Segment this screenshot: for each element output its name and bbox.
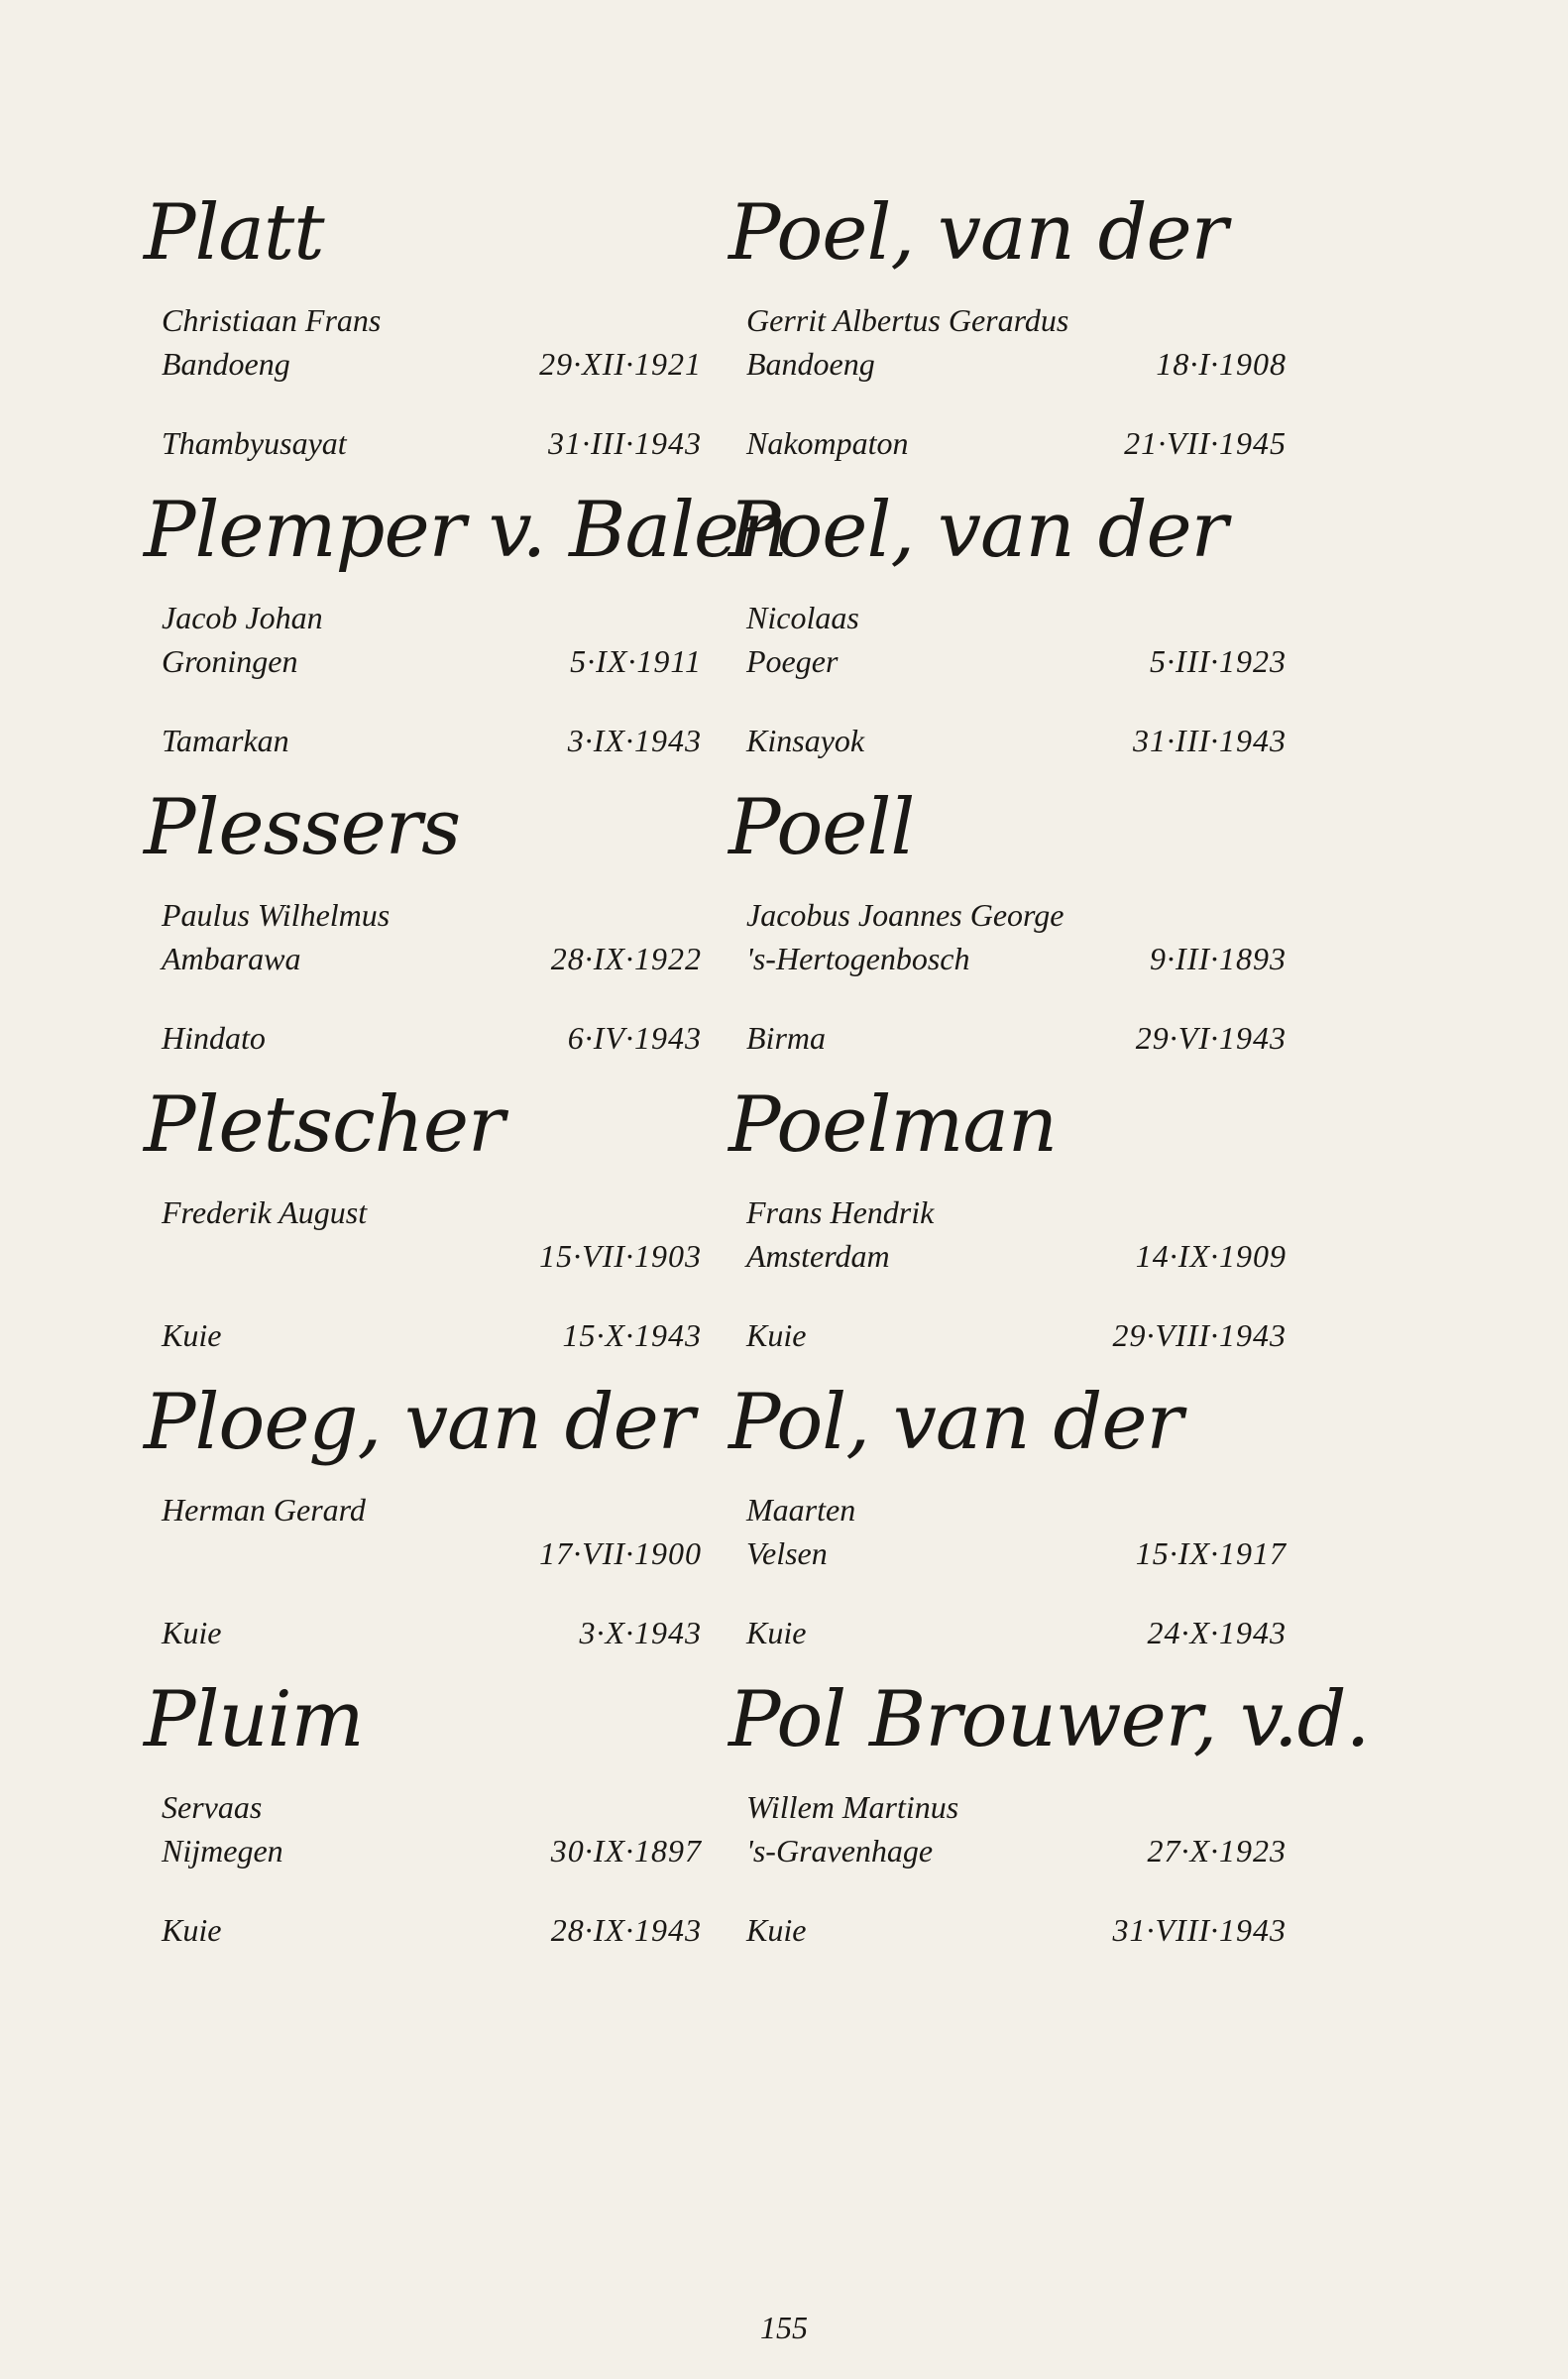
birth-place: Bandoeng xyxy=(746,346,875,382)
given-names-text: Gerrit Albertus Gerardus xyxy=(746,302,1069,338)
given-names-text: Servaas xyxy=(162,1789,263,1825)
given-names-text: Herman Gerard xyxy=(162,1492,366,1528)
right-column xyxy=(728,183,1370,1968)
death-line xyxy=(746,1910,1287,1950)
death-line xyxy=(746,423,1287,463)
birth-date: 28·IX·1922 xyxy=(550,941,702,976)
death-date: 3·X·1943 xyxy=(579,1615,702,1650)
birth-place: Poeger xyxy=(746,643,839,679)
birth-place: 's-Hertogenbosch xyxy=(746,941,970,976)
birth-line xyxy=(746,1533,1287,1573)
death-line xyxy=(162,1613,702,1652)
given-names-text: Christiaan Frans xyxy=(162,302,382,338)
given-names xyxy=(746,598,1287,637)
birth-line xyxy=(162,641,702,681)
entry-ploeg-van-der xyxy=(144,1373,738,1670)
surname: Poelman xyxy=(728,1080,1058,1170)
death-date: 31·VIII·1943 xyxy=(1112,1912,1287,1948)
given-names-text: Jacob Johan xyxy=(162,600,323,635)
given-names-text: Nicolaas xyxy=(746,600,859,635)
death-place: Hindato xyxy=(162,1020,266,1056)
death-date: 15·X·1943 xyxy=(562,1317,702,1353)
birth-line xyxy=(746,641,1287,681)
entry-poel-van-der-gerrit xyxy=(728,183,1323,481)
death-line xyxy=(162,1018,702,1058)
surname: Pol, van der xyxy=(728,1378,1182,1467)
death-place: Kuie xyxy=(162,1615,222,1650)
entry-poel-van-der-nicolaas xyxy=(728,481,1323,778)
given-names-text: Willem Martinus xyxy=(746,1789,959,1825)
death-place: Thambyusayat xyxy=(162,425,347,461)
entry-plemper-v-balen xyxy=(144,481,788,778)
entry-pol-van-der xyxy=(728,1373,1323,1670)
surname: Pletscher xyxy=(144,1080,504,1170)
death-line xyxy=(746,721,1287,760)
given-names xyxy=(162,1490,702,1529)
surname: Ploeg, van der xyxy=(144,1378,695,1467)
death-line xyxy=(162,721,702,760)
death-date: 29·VIII·1943 xyxy=(1112,1317,1287,1353)
death-place: Kuie xyxy=(162,1912,222,1948)
death-date: 24·X·1943 xyxy=(1147,1615,1287,1650)
death-date: 21·VII·1945 xyxy=(1124,425,1287,461)
birth-line xyxy=(746,1831,1287,1870)
death-place: Kinsayok xyxy=(746,723,865,758)
given-names-text: Jacobus Joannes George xyxy=(746,897,1064,933)
given-names-text: Paulus Wilhelmus xyxy=(162,897,391,933)
given-names xyxy=(162,300,702,340)
death-date: 3·IX·1943 xyxy=(567,723,702,758)
surname: Poell xyxy=(728,783,915,872)
given-names xyxy=(746,1787,1287,1827)
page-number: 155 xyxy=(760,2310,808,2345)
birth-line xyxy=(746,344,1287,384)
death-date: 29·VI·1943 xyxy=(1135,1020,1287,1056)
surname: Plemper v. Balen xyxy=(144,486,788,575)
given-names-text: Maarten xyxy=(746,1492,856,1528)
birth-place: 's-Gravenhage xyxy=(746,1833,934,1869)
death-date: 31·III·1943 xyxy=(1133,723,1287,758)
death-place: Kuie xyxy=(162,1317,222,1353)
surname: Plessers xyxy=(144,783,461,872)
death-line xyxy=(162,423,702,463)
entry-poell xyxy=(728,778,1323,1076)
death-line xyxy=(746,1315,1287,1355)
birth-place: Nijmegen xyxy=(162,1833,283,1869)
death-line xyxy=(162,1315,702,1355)
birth-date: 15·VII·1903 xyxy=(539,1238,702,1274)
birth-place: Groningen xyxy=(162,643,298,679)
birth-place: Bandoeng xyxy=(162,346,290,382)
surname: Pluim xyxy=(144,1675,364,1764)
given-names xyxy=(746,1490,1287,1529)
birth-date: 27·X·1923 xyxy=(1147,1833,1287,1869)
birth-date: 5·III·1923 xyxy=(1150,643,1287,679)
entry-plessers xyxy=(144,778,738,1076)
birth-place: Velsen xyxy=(746,1535,828,1571)
death-place: Tamarkan xyxy=(162,723,289,758)
death-line xyxy=(746,1613,1287,1652)
given-names xyxy=(162,1192,702,1232)
given-names xyxy=(162,895,702,935)
death-line xyxy=(162,1910,702,1950)
entry-pol-brouwer-vd xyxy=(728,1670,1370,1968)
surname: Poel, van der xyxy=(728,188,1227,278)
birth-line xyxy=(746,1236,1287,1276)
birth-place: Amsterdam xyxy=(746,1238,890,1274)
entry-pluim xyxy=(144,1670,738,1968)
death-place: Kuie xyxy=(746,1615,807,1650)
entry-platt xyxy=(144,183,738,481)
given-names xyxy=(746,300,1287,340)
surname: Platt xyxy=(144,188,324,278)
given-names xyxy=(746,1192,1287,1232)
given-names xyxy=(746,895,1287,935)
death-place: Birma xyxy=(746,1020,826,1056)
death-place: Nakompaton xyxy=(746,425,909,461)
birth-line xyxy=(162,939,702,978)
death-line xyxy=(746,1018,1287,1058)
birth-date: 14·IX·1909 xyxy=(1135,1238,1287,1274)
birth-date: 30·IX·1897 xyxy=(550,1833,702,1869)
birth-date: 18·I·1908 xyxy=(1156,346,1287,382)
given-names-text: Frederik August xyxy=(162,1194,368,1230)
surname: Pol Brouwer, v.d. xyxy=(728,1675,1370,1764)
birth-line xyxy=(162,1831,702,1870)
birth-date: 9·III·1893 xyxy=(1150,941,1287,976)
birth-place: Ambarawa xyxy=(162,941,301,976)
birth-date: 15·IX·1917 xyxy=(1135,1535,1287,1571)
death-date: 28·IX·1943 xyxy=(550,1912,702,1948)
death-place: Kuie xyxy=(746,1912,807,1948)
surname: Poel, van der xyxy=(728,486,1227,575)
entry-pletscher xyxy=(144,1076,738,1373)
death-place: Kuie xyxy=(746,1317,807,1353)
birth-date: 29·XII·1921 xyxy=(539,346,702,382)
given-names xyxy=(162,598,702,637)
given-names-text: Frans Hendrik xyxy=(746,1194,935,1230)
given-names xyxy=(162,1787,702,1827)
death-date: 6·IV·1943 xyxy=(567,1020,702,1056)
birth-date: 17·VII·1900 xyxy=(539,1535,702,1571)
entry-poelman xyxy=(728,1076,1323,1373)
death-date: 31·III·1943 xyxy=(548,425,702,461)
birth-line xyxy=(162,344,702,384)
birth-date: 5·IX·1911 xyxy=(570,643,702,679)
birth-line xyxy=(746,939,1287,978)
